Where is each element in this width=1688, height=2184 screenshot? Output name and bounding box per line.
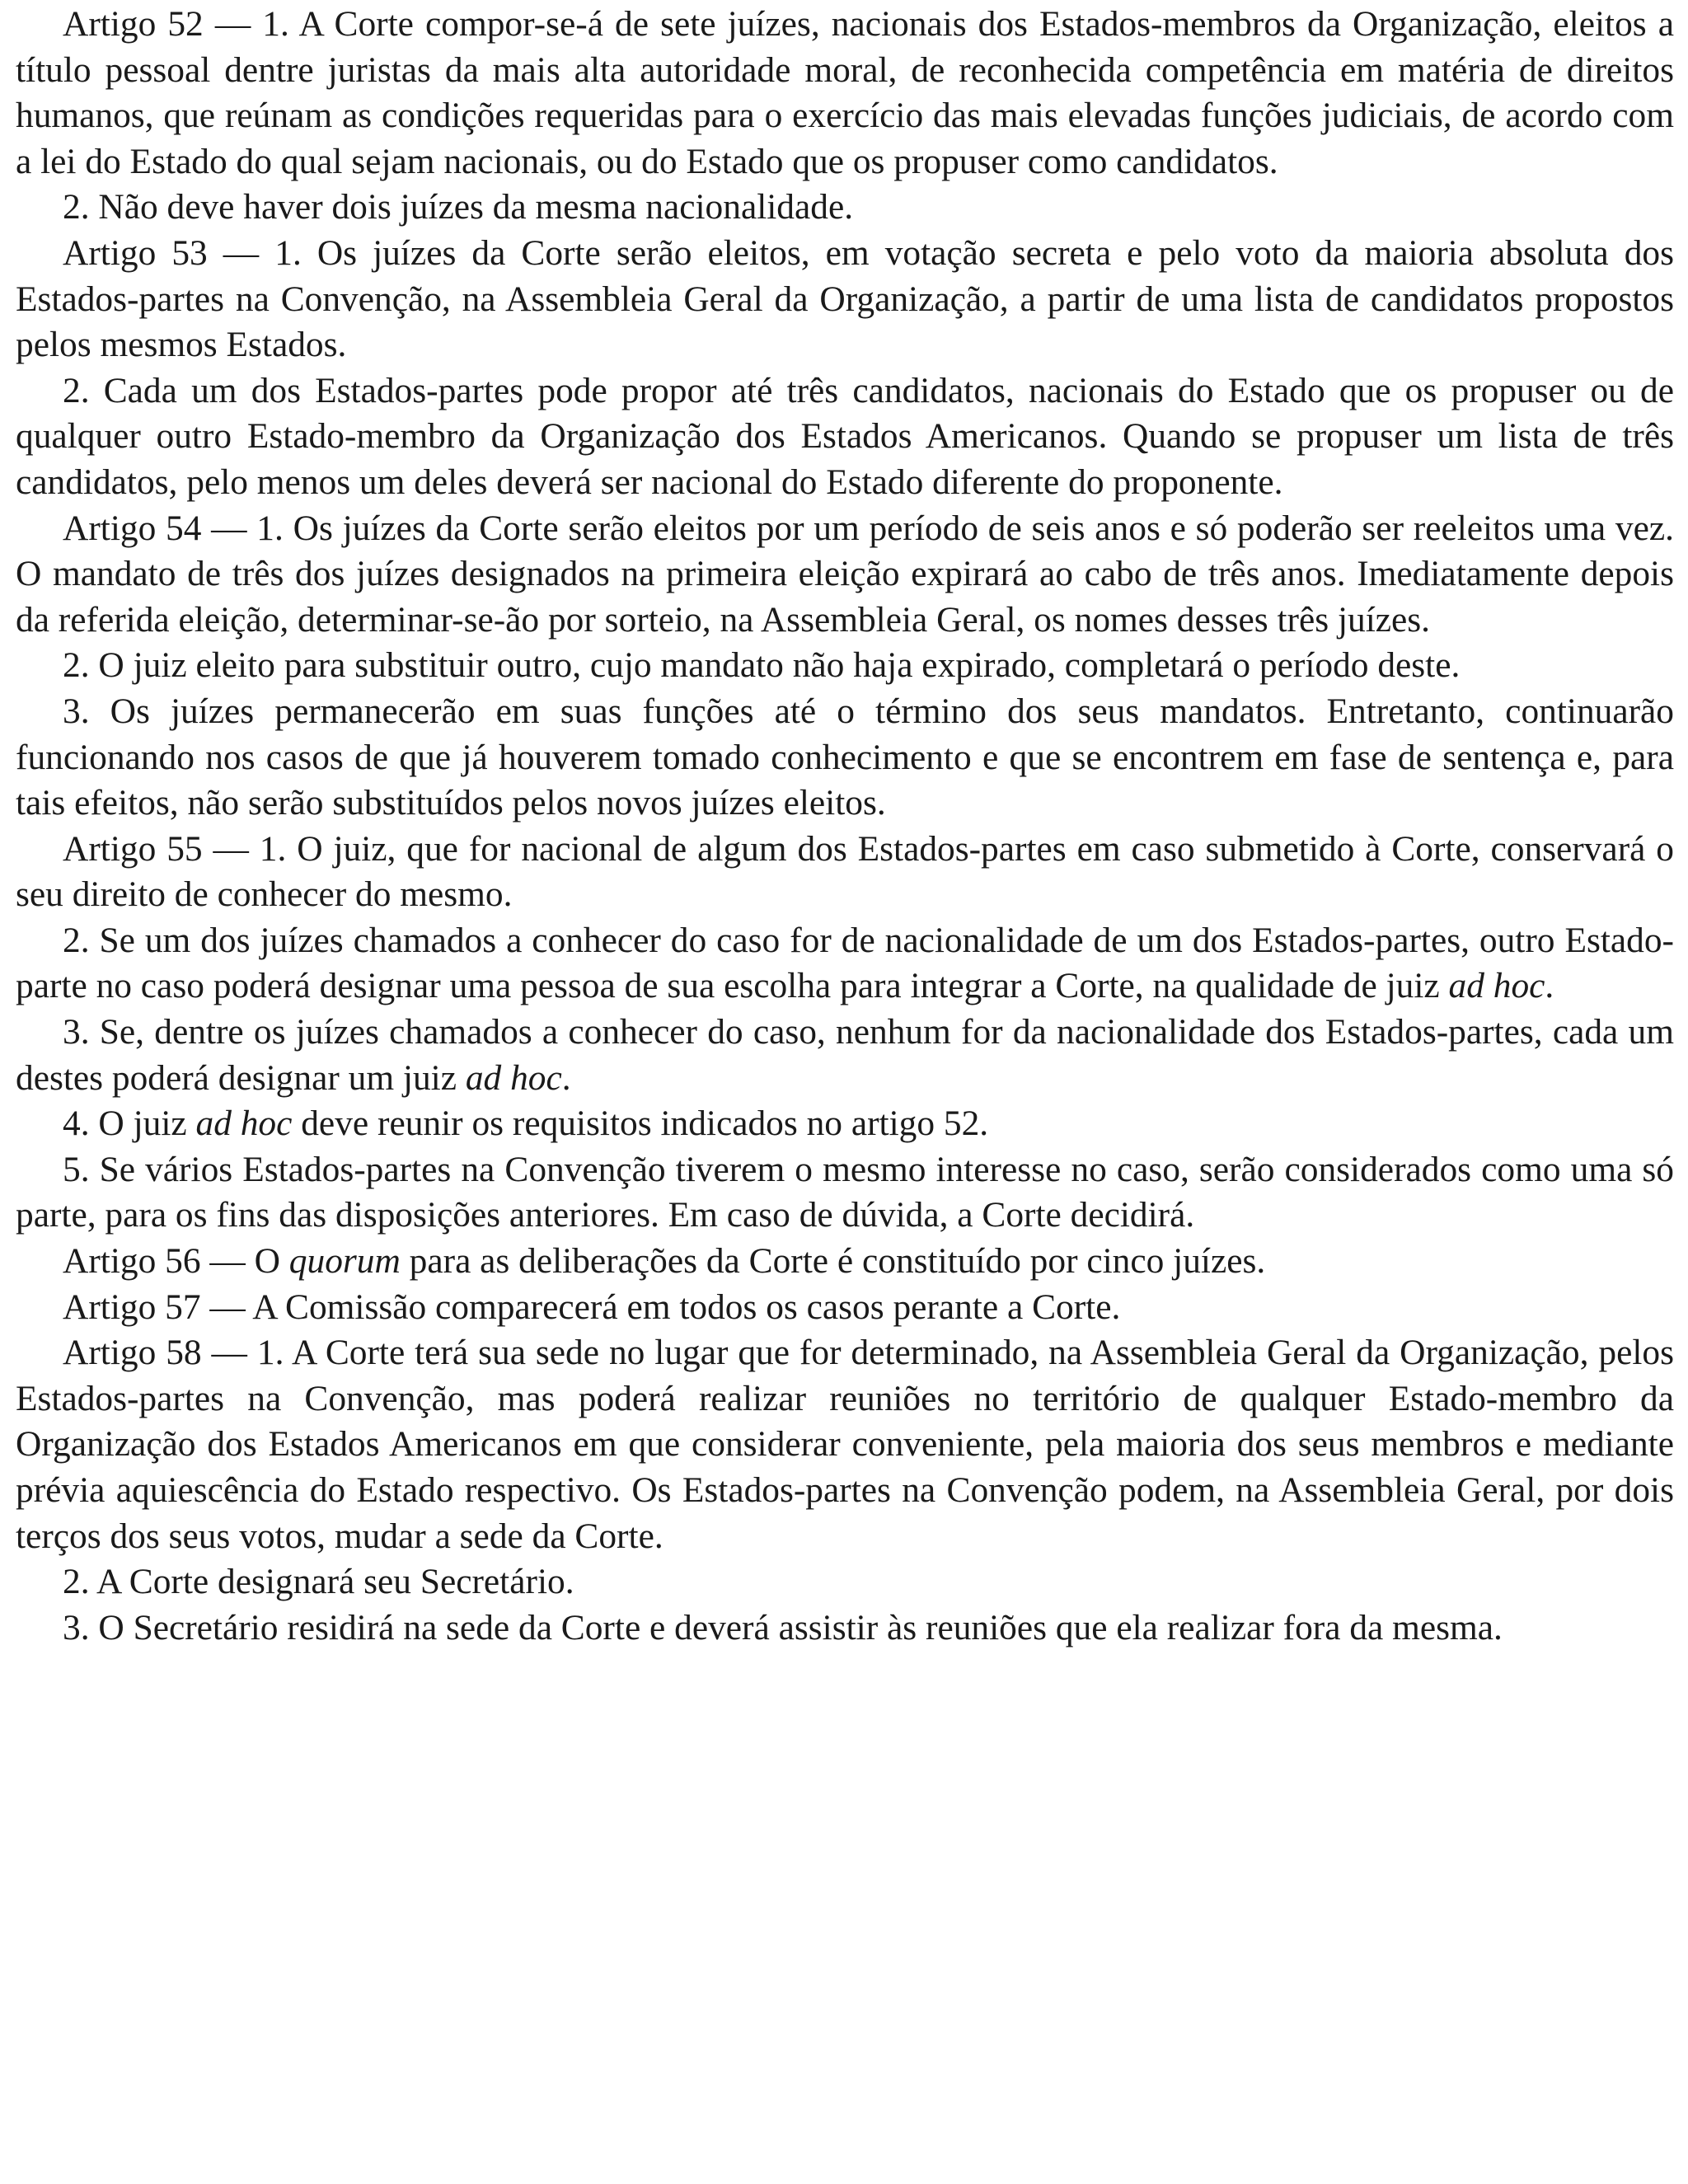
paragraph-art55-3 bbox=[16, 1010, 1674, 1101]
paragraph-art55-2 bbox=[16, 918, 1674, 1010]
paragraph-art52-2 bbox=[16, 185, 1674, 231]
paragraph-art55-5 bbox=[16, 1147, 1674, 1239]
paragraph-text: 3. Se, dentre os juízes chamados a conhecer do caso, nenhum for da nacionalidade dos Estados-partes, cada um destes poderá designar um juiz bbox=[16, 1012, 1674, 1098]
paragraph-art57 bbox=[16, 1285, 1674, 1331]
paragraph-text: deve reunir os requisitos indicados no artigo 52. bbox=[292, 1104, 989, 1144]
paragraph-art52-1 bbox=[16, 2, 1674, 185]
paragraph-art56 bbox=[16, 1239, 1674, 1285]
paragraph-text: 2. Não deve haver dois juízes da mesma nacionalidade. bbox=[63, 187, 854, 227]
paragraph-art54-1 bbox=[16, 506, 1674, 644]
italic-term: quorum bbox=[288, 1241, 401, 1282]
italic-term: ad hoc bbox=[465, 1057, 562, 1098]
paragraph-art53-1 bbox=[16, 231, 1674, 368]
paragraph-text: Artigo 58 — 1. A Corte terá sua sede no lugar que for determinado, na Assembleia Geral da Organização, pelos Estados-partes na Convenção, mas poderá realizar reuniões no território de qualquer Estado-membro da Organização dos Estados Americanos em que considerar conveniente, pela maioria dos seus membros e mediante prévia aquiescência do Estado respectivo. Os Estados-partes na Convenção podem, na Assembleia Geral, por dois terços dos seus votos, mudar a sede da Corte. bbox=[16, 1333, 1674, 1556]
paragraph-text: 4. O juiz bbox=[63, 1104, 196, 1144]
paragraph-text: Artigo 55 — 1. O juiz, que for nacional de algum dos Estados-partes em caso submetido à Corte, conservará o seu direito de conhecer do mesmo. bbox=[16, 828, 1674, 915]
paragraph-art54-2 bbox=[16, 643, 1674, 689]
paragraph-art58-3 bbox=[16, 1605, 1674, 1652]
paragraph-text: Artigo 56 — O bbox=[63, 1241, 289, 1282]
paragraph-text: Artigo 57 — A Comissão comparecerá em todos os casos perante a Corte. bbox=[63, 1286, 1121, 1327]
paragraph-text: . bbox=[561, 1057, 571, 1098]
paragraph-art55-1 bbox=[16, 827, 1674, 918]
paragraph-text: 5. Se vários Estados-partes na Convenção tiverem o mesmo interesse no caso, serão considerados como uma só parte, para os fins das disposições anteriores. Em caso de dúvida, a Corte decidirá. bbox=[16, 1149, 1674, 1235]
paragraph-text: 2. Se um dos juízes chamados a conhecer do caso for de nacionalidade de um dos Estados-partes, outro Estado-parte no caso poderá designar uma pessoa de sua escolha para integrar a Corte, na qualidade de juiz bbox=[16, 920, 1674, 1006]
italic-term: ad hoc bbox=[1448, 966, 1545, 1006]
paragraph-text: 3. Os juízes permanecerão em suas funções até o término dos seus mandatos. Entretanto, continuarão funcionando nos casos de que já houverem tomado conhecimento e que se encontrem em fase de sentença e, para tais efeitos, não serão substituídos pelos novos juízes eleitos. bbox=[16, 691, 1674, 823]
paragraph-text: Artigo 54 — 1. Os juízes da Corte serão eleitos por um período de seis anos e só poderão ser reeleitos uma vez. O mandato de três dos juízes designados na primeira eleição expirará ao cabo de três anos. Imediatamente depois da referida eleição, determinar-se-ão por sorteio, na Assembleia Geral, os nomes desses três juízes. bbox=[16, 508, 1674, 640]
paragraph-text: 2. O juiz eleito para substituir outro, cujo mandato não haja expirado, completará o período deste. bbox=[63, 645, 1461, 686]
paragraph-text: 3. O Secretário residirá na sede da Corte e deverá assistir às reuniões que ela realizar fora da mesma. bbox=[63, 1607, 1503, 1647]
paragraph-text: 2. Cada um dos Estados-partes pode propor até três candidatos, nacionais do Estado que os propuser ou de qualquer outro Estado-membro da Organização dos Estados Americanos. Quando se propuser um lista de três candidatos, pelo menos um deles deverá ser nacional do Estado diferente do proponente. bbox=[16, 370, 1674, 502]
paragraph-art58-1 bbox=[16, 1330, 1674, 1559]
paragraph-art58-2 bbox=[16, 1559, 1674, 1605]
paragraph-text: Artigo 53 — 1. Os juízes da Corte serão eleitos, em votação secreta e pelo voto da maioria absoluta dos Estados-partes na Convenção, na Assembleia Geral da Organização, a partir de uma lista de candidatos propostos pelos mesmos Estados. bbox=[16, 232, 1674, 365]
paragraph-text: Artigo 52 — 1. A Corte compor-se-á de sete juízes, nacionais dos Estados-membros da Organização, eleitos a título pessoal dentre juristas da mais alta autoridade moral, de reconhecida competência em matéria de direitos humanos, que reúnam as condições requeridas para o exercício das mais elevadas funções judiciais, de acordo com a lei do Estado do qual sejam nacionais, ou do Estado que os propuser como candidatos. bbox=[16, 4, 1674, 181]
paragraph-art55-4 bbox=[16, 1101, 1674, 1147]
paragraph-art54-3 bbox=[16, 689, 1674, 827]
italic-term: ad hoc bbox=[195, 1104, 293, 1144]
paragraph-text: 2. A Corte designará seu Secretário. bbox=[63, 1562, 574, 1602]
paragraph-text: . bbox=[1545, 966, 1554, 1006]
paragraph-art53-2 bbox=[16, 368, 1674, 506]
document-page bbox=[16, 0, 1674, 1651]
paragraph-text: para as deliberações da Corte é constituído por cinco juízes. bbox=[400, 1241, 1266, 1282]
